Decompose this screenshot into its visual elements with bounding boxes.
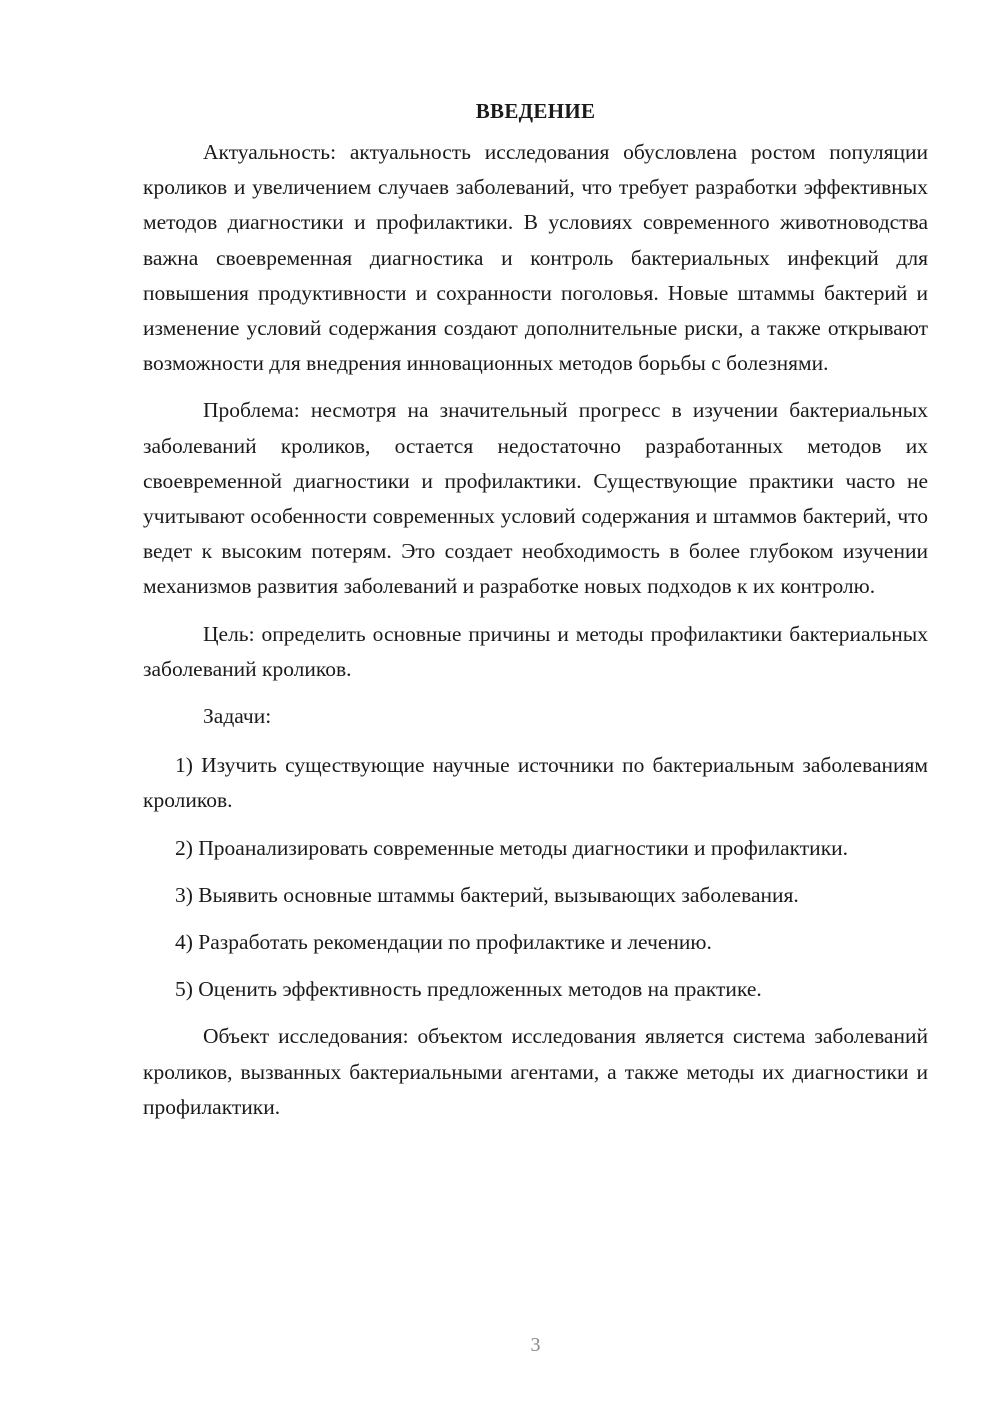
page-number: 3	[530, 1334, 541, 1356]
tasks-heading: Задачи:	[203, 704, 272, 729]
section-title: ВВЕДЕНИЕ	[475, 99, 596, 123]
task-item-5: 5) Оценить эффективность предложенных методов на практике.	[175, 977, 762, 1002]
task-item-1: 1) Изучить существующие научные источники по бактериальным заболеваниям кроликов.	[143, 753, 928, 813]
task-item-2: 2) Проанализировать современные методы диагностики и профилактики.	[175, 835, 849, 860]
object-paragraph: Объект исследования: объектом исследования является система заболеваний кроликов, вызванных бактериальными агентами, а также методы их диагностики и профилактики.	[143, 1024, 928, 1119]
relevance-paragraph: Актуальность: актуальность исследования обусловлена ростом популяции кроликов и увеличением случаев заболеваний, что требует разработки эффективных методов диагностики и профилактики. В условиях современного животноводства важна своевременная диагностика и контроль бактериальных инфекций для повышения продуктивности и сохранности поголовья. Новые штаммы бактерий и изменение условий содержания создают дополнительные риски, а также открывают возможности для внедрения инновационных методов борьбы с болезнями.	[143, 140, 928, 376]
page-content	[143, 96, 928, 1137]
problem-paragraph: Проблема: несмотря на значительный прогресс в изучении бактериальных заболеваний кроликов, остается недостаточно разработанных методов их своевременной диагностики и профилактики. Существующие практики часто не учитывают особенности современных условий содержания и штаммов бактерий, что ведет к высоким потерям. Это создает необходимость в более глубоком изучении механизмов развития заболеваний и разработке новых подходов к их контролю.	[143, 398, 928, 599]
goal-paragraph: Цель: определить основные причины и методы профилактики бактериальных заболеваний кроликов.	[143, 621, 928, 681]
task-item-4: 4) Разработать рекомендации по профилактике и лечению.	[175, 930, 712, 955]
task-item-3: 3) Выявить основные штаммы бактерий, вызывающих заболевания.	[175, 882, 799, 907]
